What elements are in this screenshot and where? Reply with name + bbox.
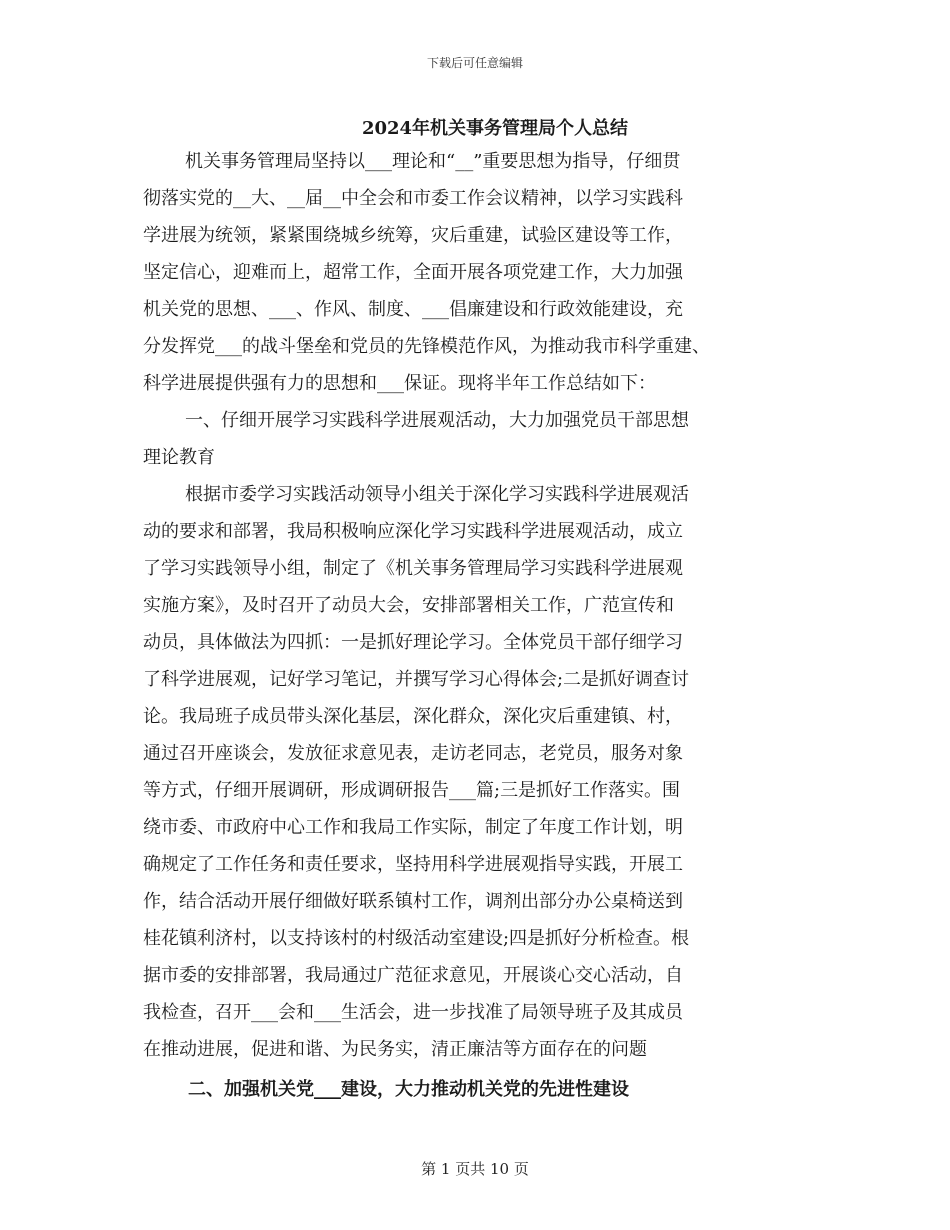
- section-heading-1-cont: 理论教育: [143, 447, 215, 468]
- body-line: 论。我局班子成员带头深化基层，深化群众，深化灾后重建镇、村，: [143, 706, 683, 727]
- header-note: 下载后可任意编辑: [426, 56, 523, 70]
- body-line: 了科学进展观，记好学习笔记，并撰写学习心得体会;二是抓好调查讨: [143, 669, 690, 690]
- body-line: 绕市委、市政府中心工作和我局工作实际，制定了年度工作计划，明: [143, 817, 683, 838]
- section-heading-2: 二、加强机关党___建设，大力推动机关党的先进性建设: [188, 1079, 629, 1100]
- body-line: 机关党的思想、___、作风、制度、___倡廉建设和行政效能建设，充: [143, 299, 683, 320]
- body-line: 坚定信心，迎难而上，超常工作，全面开展各项党建工作，大力加强: [143, 262, 683, 283]
- body-line: 实施方案》，及时召开了动员大会，安排部署相关工作，广范宣传和: [143, 595, 674, 616]
- body-line: 在推动进展，促进和谐、为民务实，清正廉洁等方面存在的问题: [143, 1039, 647, 1060]
- body-line: 确规定了工作任务和责任要求，坚持用科学进展观指导实践，开展工: [143, 854, 683, 875]
- body-line: 机关事务管理局坚持以___理论和“__”重要思想为指导，仔细贯: [185, 151, 681, 172]
- body-line: 据市委的安排部署，我局通过广范征求意见，开展谈心交心活动，自: [143, 965, 683, 986]
- document-title: 2024年机关事务管理局个人总结: [361, 118, 629, 139]
- body-line: 学进展为统领，紧紧围绕城乡统筹，灾后重建，试验区建设等工作，: [143, 225, 683, 246]
- body-line: 科学进展提供强有力的思想和___保证。现将半年工作总结如下：: [143, 373, 656, 394]
- body-line: 了学习实践领导小组，制定了《机关事务管理局学习实践科学进展观: [143, 558, 683, 579]
- section-heading-1: 一、仔细开展学习实践科学进展观活动，大力加强党员干部思想: [185, 410, 689, 431]
- body-line: 动员，具体做法为四抓：一是抓好理论学习。全体党员干部仔细学习: [143, 632, 683, 653]
- body-line: 根据市委学习实践活动领导小组关于深化学习实践科学进展观活: [185, 484, 689, 505]
- body-line: 桂花镇利济村，以支持该村的村级活动室建设;四是抓好分析检查。根: [143, 928, 690, 949]
- body-line: 动的要求和部署，我局积极响应深化学习实践科学进展观活动，成立: [143, 521, 683, 542]
- body-line: 通过召开座谈会，发放征求意见表，走访老同志，老党员，服务对象: [143, 743, 683, 764]
- body-line: 分发挥党___的战斗堡垒和党员的先锋模范作风，为推动我市科学重建、: [143, 336, 710, 357]
- body-line: 彻落实党的__大、__届__中全会和市委工作会议精神，以学习实践科: [143, 188, 683, 209]
- body-line: 作，结合活动开展仔细做好联系镇村工作，调剂出部分办公桌椅送到: [143, 891, 683, 912]
- page-footer: 第 1 页共 10 页: [421, 1160, 529, 1178]
- body-line: 我检查，召开___会和___生活会，进一步找准了局领导班子及其成员: [143, 1002, 683, 1023]
- body-line: 等方式，仔细开展调研，形成调研报告___篇;三是抓好工作落实。围: [143, 780, 681, 801]
